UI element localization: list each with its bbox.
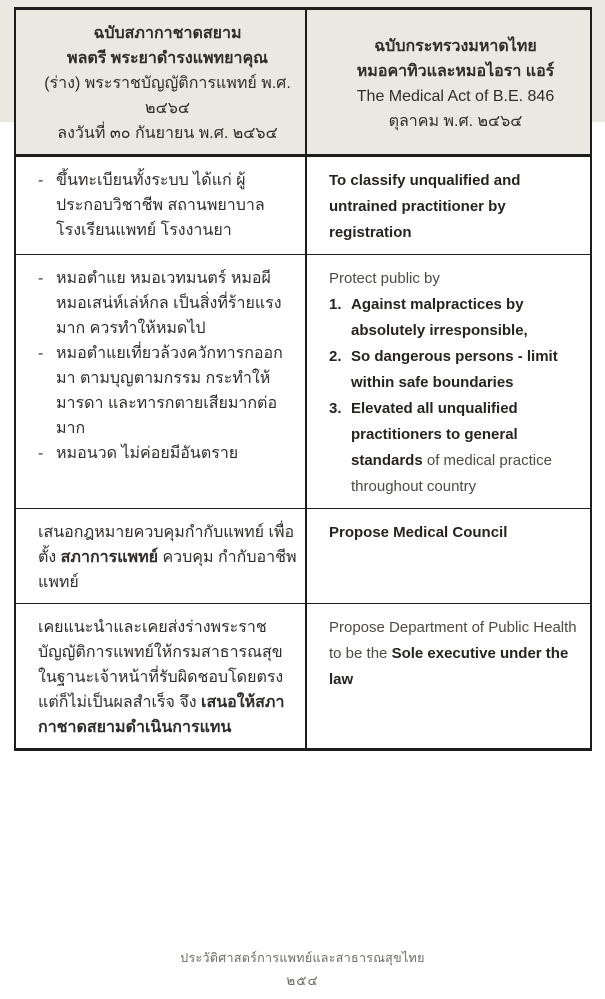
numbered-item (329, 292, 582, 344)
text-bold: สภาการแพทย์ (60, 549, 158, 566)
cell-thai-registration (16, 157, 307, 254)
cell-english-registration (307, 157, 590, 254)
text-regular: เคยแนะนำและเคยส่งร่างพระราชบัญญัติการแพทย์ให้กรมสาธารณสุขในฐานะเจ้าหน้าที่รับผิดชอบโดยตรง แต่ก็ไม่เป็นผลสำเร็จ จึง (38, 619, 284, 711)
bullet-text: หมอนวด ไม่ค่อยมีอันตราย (56, 445, 239, 462)
header-line: (ร่าง) พระราชบัญญัติการแพทย์ พ.ศ. ๒๔๖๔ (44, 75, 291, 117)
text-regular: Propose Department of Public Health to be the (329, 619, 577, 662)
text-regular: ควบคุม กำกับอาชีพแพทย์ (38, 549, 297, 591)
cell-english-sole-executive (307, 604, 590, 748)
text-bold: เสนอให้สภากาชาดสยามดำเนินการแทน (38, 694, 285, 736)
english-text: To classify unqualified and untrained practitioner by registration (329, 172, 521, 241)
cell-thai-medical-council (16, 509, 307, 603)
comparison-table (14, 7, 592, 751)
thai-text (38, 615, 297, 740)
footer-book-title: ประวัติศาสตร์การแพทย์และสาธารณสุขไทย (180, 951, 425, 965)
numbered-item (329, 396, 582, 500)
bullet-text: หมอตำแย หมอเวทมนตร์ หมอผี หมอเสน่ห์เล่ห์กล เป็นสิ่งที่ร้ายแรงมาก ควรทำให้หมดไป (56, 270, 282, 337)
header-line: ตุลาคม พ.ศ. ๒๔๖๔ (388, 112, 523, 130)
header-cell-ministry-version (307, 10, 590, 154)
bullet-text: หมอตำแยเที่ยวล้วงควักทารกออกมา ตามบุญตามกรรม กระทำให้มารดา และทารกตายเสียมากต่อมาก (56, 345, 283, 437)
header-line: หมอคาทิวและหมอไอรา แอร์ (356, 62, 555, 80)
item-text-bold: Against malpractices by absolutely irresponsible, (351, 296, 528, 339)
english-text: Propose Medical Council (329, 524, 508, 541)
bullet-text: ขึ้นทะเบียนทั้งระบบ ได้แก่ ผู้ประกอบวิชาชีพ สถานพยาบาล โรงเรียนแพทย์ โรงงานยา (56, 172, 265, 239)
dash-bullet: - (38, 270, 44, 287)
numbered-item (329, 344, 582, 396)
text-regular: เสนอกฎหมายควบคุมกำกับแพทย์ เพื่อตั้ง (38, 524, 295, 566)
bullet-item (38, 341, 297, 441)
table-header-row (16, 10, 590, 154)
bullet-item (38, 441, 297, 466)
table-row-protect-public (16, 254, 590, 508)
header-line: ฉบับกระทรวงมหาดไทย (374, 37, 537, 55)
item-number: 3. (329, 400, 342, 417)
header-cell-red-cross-version (16, 10, 307, 154)
item-number: 2. (329, 348, 342, 365)
bullet-item (38, 168, 297, 243)
cell-thai-practitioners (16, 255, 307, 508)
footer-page-number: ๒๕๔ (286, 973, 319, 988)
thai-text (38, 520, 297, 595)
table-row-medical-council (16, 508, 590, 603)
header-line: พลตรี พระยาดำรงแพทยาคุณ (67, 50, 268, 67)
english-list-intro: Protect public by (329, 270, 440, 287)
dash-bullet: - (38, 172, 44, 189)
cell-english-medical-council (307, 509, 590, 603)
item-text-bold: So dangerous persons - limit within safe boundaries (351, 348, 558, 391)
text-bold: Sole executive under the law (329, 645, 569, 688)
item-text (351, 292, 582, 344)
header-line: ลงวันที่ ๓๐ กันยายน พ.ศ. ๒๔๖๔ (57, 125, 278, 142)
item-number: 1. (329, 296, 342, 313)
cell-thai-sole-executive (16, 604, 307, 748)
header-line: The Medical Act of B.E. 846 (356, 87, 555, 105)
dash-bullet: - (38, 445, 44, 462)
english-text (329, 615, 582, 693)
cell-english-protect-public (307, 255, 590, 508)
item-text (351, 396, 582, 500)
item-text-regular: of medical practice throughout country (351, 452, 552, 495)
dash-bullet: - (38, 345, 44, 362)
bullet-item (38, 266, 297, 341)
table-row-registration (16, 154, 590, 254)
header-line: ฉบับสภากาชาดสยาม (93, 25, 242, 42)
item-text (351, 344, 582, 396)
table-row-sole-executive (16, 603, 590, 748)
item-text-bold: Elevated all unqualified practitioners to general standards (351, 400, 518, 469)
